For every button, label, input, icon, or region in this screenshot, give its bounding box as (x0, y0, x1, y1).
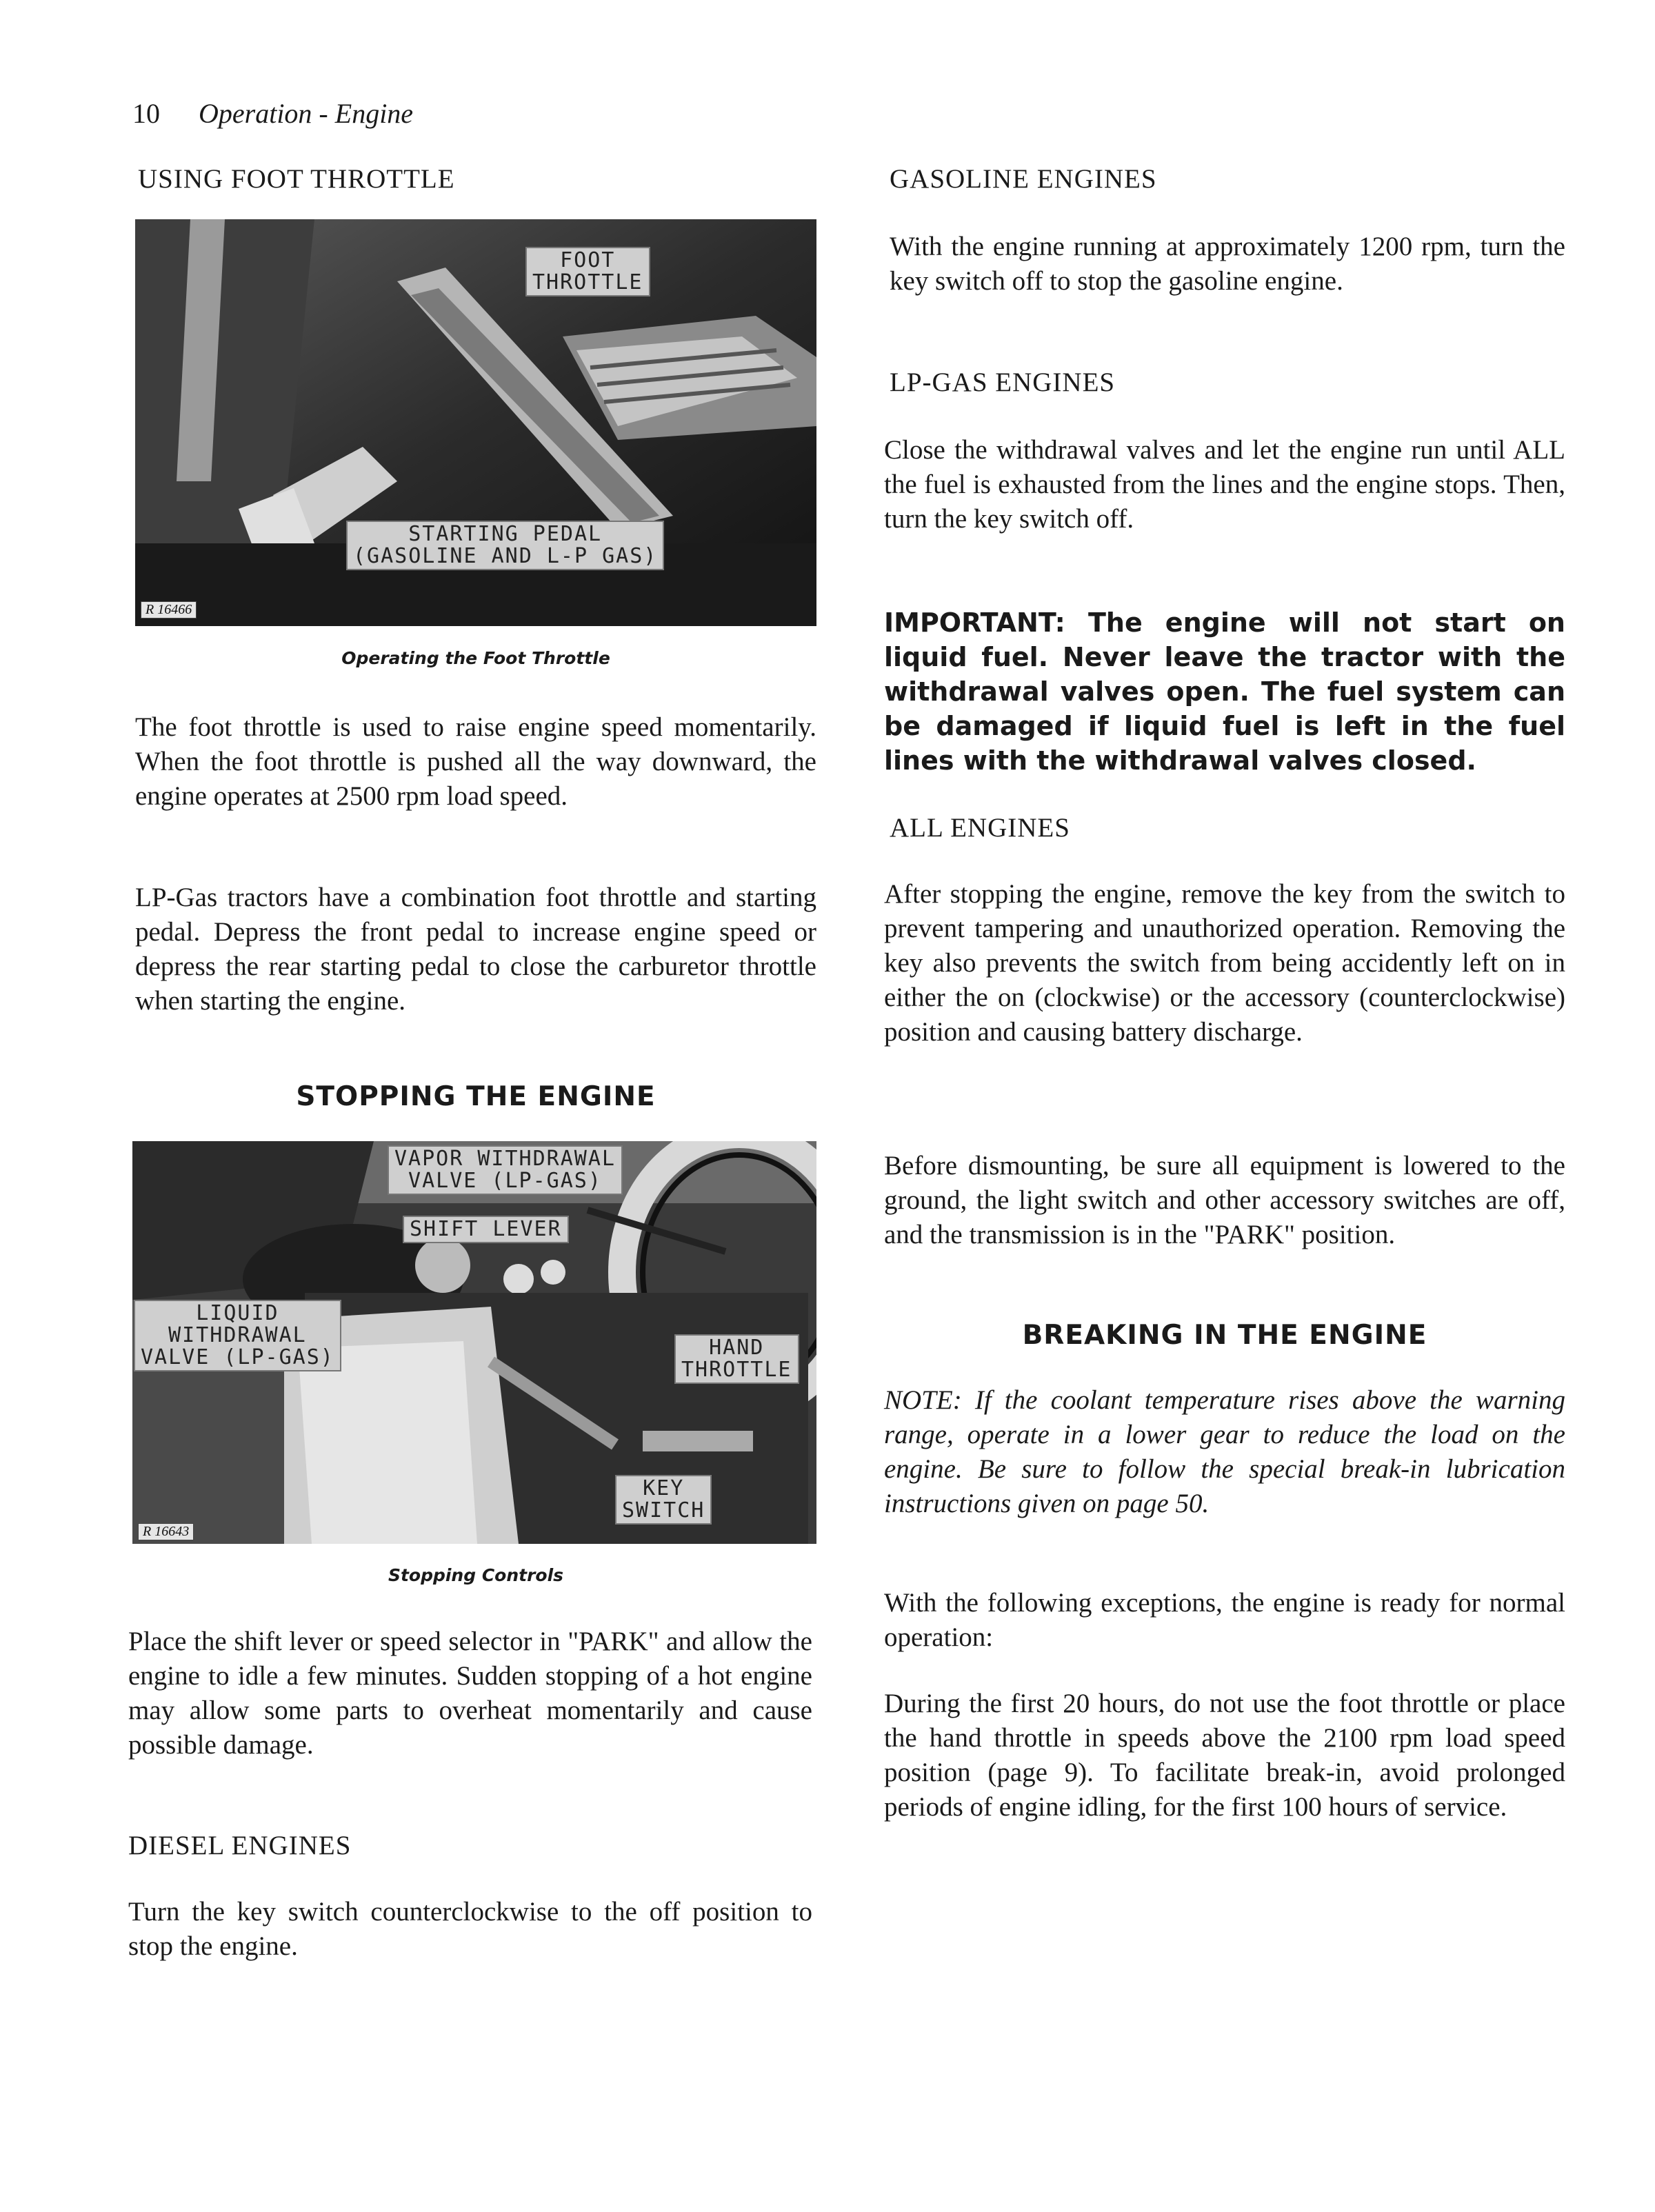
stopping-text: Place the shift lever or speed selector in "PARK" and allow the engine to idle a few minutes. Sudden stopping of a hot engine may allow some parts to overheat momentarily and cause possible damage. (128, 1627, 812, 1760)
dismount-text: Before dismounting, be sure all equipment is lowered to the ground, the light switch and other accessory switches are off, and the transmission is in the "PARK" position. (884, 1151, 1565, 1249)
starting-pedal-label (346, 521, 664, 570)
stopping-heading: STOPPING THE ENGINE (296, 1081, 656, 1112)
foot-throttle-paragraph-2 (135, 881, 816, 1018)
shift-lever-label-line-1: SHIFT LEVER (410, 1217, 562, 1241)
page-header (132, 97, 413, 131)
note-paragraph (884, 1383, 1565, 1521)
stopping-controls-photo (132, 1141, 816, 1544)
gasoline-paragraph (890, 230, 1565, 299)
liquid-valve-label-line-3: VALVE (LP-GAS) (141, 1345, 334, 1369)
foot-throttle-label-line-1: FOOT (560, 248, 616, 272)
stop-photo-reference: R 16643 (138, 1523, 194, 1540)
foot-throttle-label-line-2: THROTTLE (532, 270, 643, 294)
foot-throttle-text-2: LP-Gas tractors have a combination foot throttle and starting pedal. Depress the front pedal to increase engine speed or depress the rear starting pedal to close the carburetor throttle when starting the engine. (135, 883, 816, 1016)
diesel-heading: DIESEL ENGINES (128, 1831, 352, 1860)
lp-gas-heading: LP-GAS ENGINES (890, 368, 1116, 397)
key-switch-label (615, 1475, 712, 1525)
lp-gas-paragraph (884, 433, 1565, 536)
gasoline-heading: GASOLINE ENGINES (890, 164, 1157, 194)
key-switch-label-line-2: SWITCH (622, 1498, 705, 1522)
breaking-in-heading: BREAKING IN THE ENGINE (1022, 1320, 1427, 1351)
vapor-valve-label-line-1: VAPOR WITHDRAWAL (394, 1147, 616, 1171)
foot-throttle-paragraph-1 (135, 710, 816, 814)
dismount-paragraph (884, 1149, 1565, 1252)
hand-throttle-label (674, 1334, 799, 1384)
foot-photo-reference: R 16466 (141, 601, 197, 619)
hand-throttle-label-line-2: THROTTLE (681, 1358, 792, 1382)
lp-gas-text: Close the withdrawal valves and let the engine run until ALL the fuel is exhausted from the lines and the engine stops. Then, turn the key switch off. (884, 435, 1565, 534)
all-engines-text: After stopping the engine, remove the key from the switch to prevent tampering and unauthorized operation. Removing the key also prevents the switch from being accidently left on in either the on (clockwise) or the accessory (counterclockwise) position and causing battery discharge. (884, 879, 1565, 1047)
exceptions-text: With the following exceptions, the engine is ready for normal operation: (884, 1588, 1565, 1652)
stopping-paragraph (128, 1625, 812, 1762)
first-hours-paragraph (884, 1687, 1565, 1824)
liquid-valve-label-line-2: WITHDRAWAL (168, 1323, 307, 1347)
liquid-valve-label-line-1: LIQUID (196, 1301, 279, 1325)
all-engines-heading: ALL ENGINES (890, 813, 1070, 843)
diesel-paragraph (128, 1895, 812, 1964)
gasoline-text: With the engine running at approximately 1200 rpm, turn the key switch off to stop the gasoline engine. (890, 232, 1565, 296)
liquid-valve-label (134, 1300, 341, 1371)
starting-pedal-label-line-2: (GASOLINE AND L-P GAS) (353, 544, 658, 568)
foot-throttle-photo (135, 219, 816, 626)
all-engines-paragraph (884, 877, 1565, 1049)
first-hours-text: During the first 20 hours, do not use the foot throttle or place the hand throttle in speeds above the 2100 rpm load speed position (page 9). To facilitate break-in, avoid prolonged periods of engine idling, for the first 100 hours of service. (884, 1689, 1565, 1822)
foot-throttle-text-1: The foot throttle is used to raise engine speed momentarily. When the foot throttle is pushed all the way downward, the engine operates at 2500 rpm load speed. (135, 712, 816, 811)
hand-throttle-label-line-1: HAND (709, 1336, 765, 1360)
important-text: IMPORTANT: The engine will not start on liquid fuel. Never leave the tractor with the withdrawal valves open. The fuel system can be damaged if liquid fuel is left in the fuel lines with the withdrawal valves closed. (884, 607, 1565, 776)
note-text: NOTE: If the coolant temperature rises above the warning range, operate in a lower gear to reduce the load on the engine. Be sure to follow the special break-in lubrication instructions given on page 50. (884, 1385, 1565, 1518)
starting-pedal-label-line-1: STARTING PEDAL (408, 522, 603, 546)
foot-throttle-caption: Operating the Foot Throttle (341, 648, 610, 668)
foot-throttle-label (525, 247, 650, 296)
stopping-controls-caption: Stopping Controls (388, 1565, 564, 1585)
important-notice (884, 605, 1565, 778)
vapor-valve-label (388, 1145, 623, 1195)
diesel-text: Turn the key switch counterclockwise to the off position to stop the engine. (128, 1897, 812, 1961)
vapor-valve-label-line-2: VALVE (LP-GAS) (408, 1169, 602, 1193)
foot-throttle-heading: USING FOOT THROTTLE (138, 164, 455, 194)
shift-lever-label (403, 1216, 569, 1243)
section-title: Operation - Engine (199, 98, 414, 129)
page-number: 10 (132, 98, 160, 129)
key-switch-label-line-1: KEY (643, 1476, 685, 1500)
exceptions-paragraph (884, 1586, 1565, 1655)
